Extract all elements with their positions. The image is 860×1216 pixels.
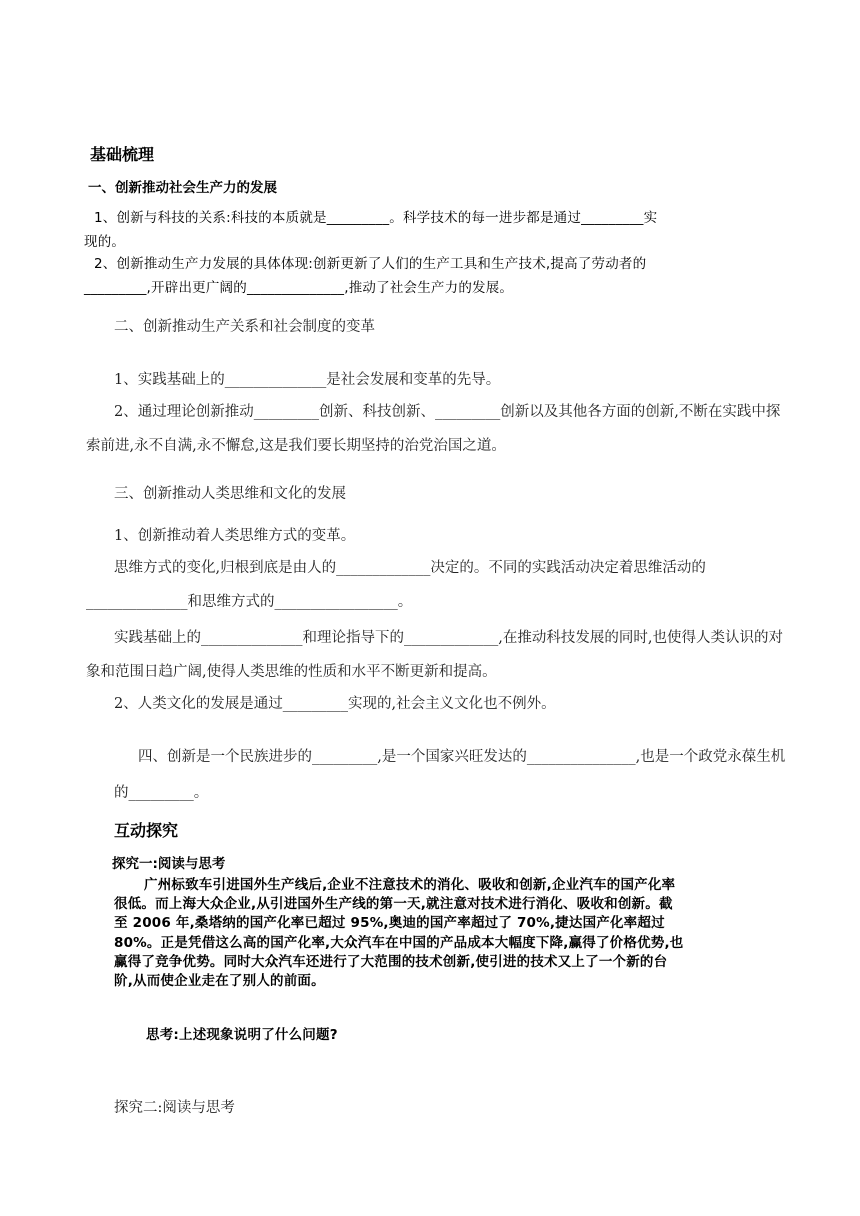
section-heading-interactive: 互动探究 xyxy=(114,821,179,840)
section-title-thinking: 三、创新推动人类思维和文化的发展 xyxy=(114,486,346,502)
item-productivity-manifest: 2、创新推动生产力发展的具体体现:创新更新了人们的生产工具和生产技术,提高了劳动者的_________,开辟出更广阔的______________,推动了社会生产力的发展。 xyxy=(84,256,647,296)
explore-one-title: 探究一:阅读与思考 xyxy=(112,856,226,872)
item-innovation-tech: 1、创新与科技的关系:科技的本质就是_________。科学技术的每一进步都是通过_________实现的。 xyxy=(84,210,658,250)
section-heading-basics: 基础梳理 xyxy=(90,145,155,164)
subheading-productivity: 一、创新推动社会生产力的发展 xyxy=(88,180,277,196)
item-culture-development: 2、人类文化的发展是通过_________实现的,社会主义文化也不例外。 xyxy=(114,696,556,712)
think-question: 思考:上述现象说明了什么问题? xyxy=(146,1027,338,1043)
item-thinking-change: 1、创新推动着人类思维方式的变革。 xyxy=(114,528,356,544)
para-thinking-practice: 思维方式的变化,归根到底是由人的_____________决定的。不同的实践活动决定着思维活动的______________和思维方式的_________________。 xyxy=(86,560,706,610)
item-theory-pioneer: 1、实践基础上的______________是社会发展和变革的先导。 xyxy=(114,372,501,388)
section-innovation-soul: 四、创新是一个民族进步的_________,是一个国家兴旺发达的_______________,也是一个政党永葆生机的_________。 xyxy=(114,749,786,801)
para-thinking-progress: 实践基础上的______________和理论指导下的_____________,在推动科技发展的同时,也使得人类认识的对象和范围日趋广阔,使得人类思维的性质和水平不断更新和提高。 xyxy=(86,630,783,680)
explore-one-passage: 广州标致车引进国外生产线后,企业不注意技术的消化、吸收和创新,企业汽车的国产化率很低。而上海大众企业,从引进国外生产线的第一天,就注意对技术进行消化、吸收和创新。截至 2006 年,桑塔纳的国产化率已超过 95%,奥迪的国产率超过了 70%,捷达国产化率超过 80%。正是凭借这么高的国产化率,大众汽车在中国的产品成本大幅度下降,赢得了价格优势,也赢得了竞争优势。同时大众汽车还进行了大范围的技术创新,使引进的技术又上了一个新的台阶,从而使企业走在了别人的前面。 xyxy=(114,877,684,990)
explore-two-title: 探究二:阅读与思考 xyxy=(114,1100,235,1116)
section-title-relations: 二、创新推动生产关系和社会制度的变革 xyxy=(114,319,375,335)
item-theory-innovation: 2、通过理论创新推动_________创新、科技创新、_________创新以及其他各方面的创新,不断在实践中探索前进,永不自满,永不懈怠,这是我们要长期坚持的治党治国之道。 xyxy=(86,404,781,454)
